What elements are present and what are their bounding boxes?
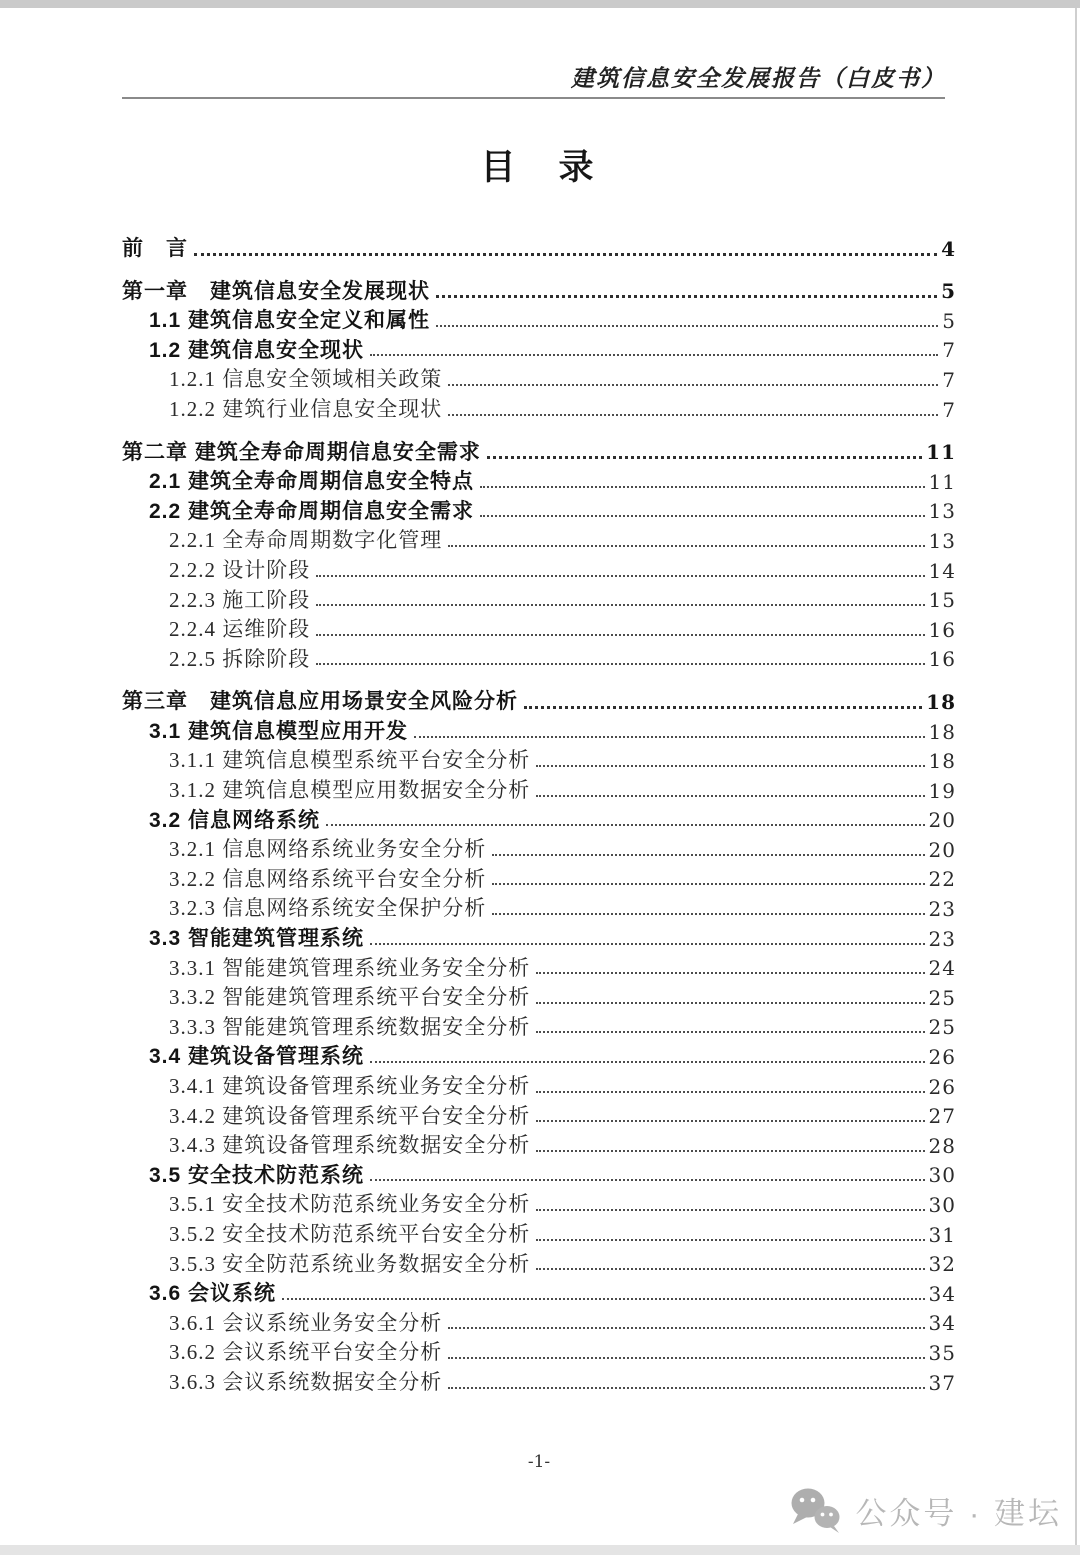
toc-entry xyxy=(122,774,956,804)
toc-entry xyxy=(122,922,956,952)
toc-entry-label: 3.2.2 信息网络系统平台安全分析 xyxy=(169,866,487,891)
toc-entry-page: 26 xyxy=(928,1045,956,1070)
toc-entry-label: 3.3.2 智能建筑管理系统平台安全分析 xyxy=(169,985,531,1010)
toc-entry-label: 2.2.5 拆除阶段 xyxy=(169,646,311,671)
toc-entry-page: 18 xyxy=(928,749,956,774)
dot-leader xyxy=(492,854,924,856)
toc-entry-label: 3.5.3 安全防范系统业务数据安全分析 xyxy=(169,1251,531,1276)
dot-leader xyxy=(536,1239,924,1241)
toc-entry-page: 11 xyxy=(928,469,956,494)
toc-entry-page: 23 xyxy=(928,926,956,951)
dot-leader xyxy=(282,1298,925,1300)
toc-entry-label: 第一章 建筑信息安全发展现状 xyxy=(122,279,430,303)
dot-leader xyxy=(370,1179,925,1181)
toc-entry-page: 28 xyxy=(928,1133,956,1158)
dot-leader xyxy=(536,1120,924,1122)
toc-entry-label: 3.1 建筑信息模型应用开发 xyxy=(149,719,409,743)
toc-entry-label: 3.1.2 建筑信息模型应用数据安全分析 xyxy=(169,778,531,803)
toc-entry xyxy=(122,1307,956,1337)
toc-entry xyxy=(122,1218,956,1248)
dot-leader xyxy=(194,253,937,256)
toc-entry-label: 前 言 xyxy=(122,236,188,260)
dot-leader xyxy=(536,795,924,797)
toc-entry-page: 11 xyxy=(926,440,956,465)
toc-entry-label: 2.2 建筑全寿命周期信息安全需求 xyxy=(149,499,475,523)
toc-entry-page: 13 xyxy=(928,528,956,553)
toc-entry xyxy=(122,1188,956,1218)
toc-entry-label: 3.2 信息网络系统 xyxy=(149,808,321,832)
toc-entry-page: 5 xyxy=(941,279,956,304)
dot-leader xyxy=(480,515,925,517)
toc-entry-label: 2.1 建筑全寿命周期信息安全特点 xyxy=(149,470,475,494)
toc-entry-page: 7 xyxy=(942,397,956,422)
toc-entry-page: 7 xyxy=(942,367,956,392)
toc-entry-page: 20 xyxy=(928,808,956,833)
toc-entry-label: 3.4.2 建筑设备管理系统平台安全分析 xyxy=(169,1103,531,1128)
toc-entry-label: 3.4 建筑设备管理系统 xyxy=(149,1045,365,1069)
dot-leader xyxy=(326,824,925,826)
toc-entry-page: 37 xyxy=(928,1370,956,1395)
toc-entry-label: 3.1.1 建筑信息模型系统平台安全分析 xyxy=(169,748,531,773)
toc-entry xyxy=(122,1336,956,1366)
toc-entry-page: 4 xyxy=(941,236,956,261)
toc-entry xyxy=(122,363,956,393)
toc-entry-page: 14 xyxy=(928,558,956,583)
toc-entry-label: 1.2 建筑信息安全现状 xyxy=(149,338,365,362)
toc-entry xyxy=(122,1277,956,1307)
toc-entry xyxy=(122,554,956,584)
dot-leader xyxy=(536,1002,924,1004)
dot-leader xyxy=(448,384,938,386)
toc-entry-page: 27 xyxy=(928,1104,956,1129)
toc-entry-page: 19 xyxy=(928,778,956,803)
toc-entry-page: 20 xyxy=(928,837,956,862)
toc-entry xyxy=(122,981,956,1011)
dot-leader xyxy=(536,1091,924,1093)
dot-leader xyxy=(524,706,922,709)
toc-entry-label: 1.2.1 信息安全领域相关政策 xyxy=(169,367,443,392)
toc-entry-label: 3.6.3 会议系统数据安全分析 xyxy=(169,1369,443,1394)
dot-leader xyxy=(536,1209,924,1211)
watermark-label: 公众号 · 建坛 xyxy=(855,1495,1062,1531)
document-title: 建筑信息安全发展报告（白皮书） xyxy=(571,66,946,91)
scan-right-edge xyxy=(1075,8,1077,1545)
dot-leader xyxy=(480,486,925,488)
toc-entry xyxy=(122,1366,956,1396)
toc-entry-label: 3.3.1 智能建筑管理系统业务安全分析 xyxy=(169,955,531,980)
toc-list xyxy=(122,232,956,1396)
toc-entry xyxy=(122,1011,956,1041)
toc-entry xyxy=(122,892,956,922)
toc-entry-page: 7 xyxy=(942,338,956,363)
toc-entry xyxy=(122,334,956,364)
toc-entry-label: 3.3 智能建筑管理系统 xyxy=(149,927,365,951)
dot-leader xyxy=(316,575,924,577)
page-number: -1- xyxy=(527,1452,551,1472)
toc-entry xyxy=(122,745,956,775)
toc-entry xyxy=(122,465,956,495)
toc-entry-label: 3.2.1 信息网络系统业务安全分析 xyxy=(169,837,487,862)
toc-entry xyxy=(122,952,956,982)
toc-entry-page: 15 xyxy=(928,588,956,613)
toc-entry xyxy=(122,863,956,893)
toc-entry-page: 34 xyxy=(928,1311,956,1336)
toc-entry xyxy=(122,715,956,745)
toc-entry xyxy=(122,584,956,614)
toc-entry xyxy=(122,613,956,643)
dot-leader xyxy=(448,545,924,547)
dot-leader xyxy=(414,736,925,738)
toc-entry xyxy=(122,1070,956,1100)
dot-leader xyxy=(492,913,924,915)
dot-leader xyxy=(448,414,938,416)
toc-entry-page: 5 xyxy=(942,308,956,333)
dot-leader xyxy=(370,354,938,356)
toc-entry xyxy=(122,833,956,863)
toc-entry xyxy=(122,304,956,334)
toc-entry-page: 24 xyxy=(928,956,956,981)
toc-entry-page: 35 xyxy=(928,1340,956,1365)
toc-entry xyxy=(122,524,956,554)
toc-entry-page: 30 xyxy=(928,1193,956,1217)
toc-entry-page: 16 xyxy=(928,647,956,672)
toc-entry-page: 31 xyxy=(928,1222,956,1247)
toc-entry-label: 3.5.1 安全技术防范系统业务安全分析 xyxy=(169,1192,531,1217)
wechat-icon xyxy=(789,1487,843,1533)
toc-entry-label: 3.5.2 安全技术防范系统平台安全分析 xyxy=(169,1221,531,1246)
toc-entry xyxy=(122,685,956,715)
toc-entry xyxy=(122,804,956,834)
toc-entry-label: 3.6.1 会议系统业务安全分析 xyxy=(169,1310,443,1335)
dot-leader xyxy=(370,943,925,945)
document-page xyxy=(122,0,956,1555)
dot-leader xyxy=(492,883,924,885)
dot-leader xyxy=(536,1031,924,1033)
toc-entry-label: 3.4.3 建筑设备管理系统数据安全分析 xyxy=(169,1133,531,1158)
watermark xyxy=(789,1487,1062,1533)
toc-entry-page: 22 xyxy=(928,867,956,892)
toc-entry-page: 13 xyxy=(928,499,956,524)
toc-entry-page: 25 xyxy=(928,985,956,1010)
toc-entry xyxy=(122,436,956,466)
toc-entry-label: 3.3.3 智能建筑管理系统数据安全分析 xyxy=(169,1014,531,1039)
dot-leader xyxy=(487,456,922,459)
toc-entry xyxy=(122,1040,956,1070)
toc-entry-page: 34 xyxy=(928,1281,956,1306)
toc-entry xyxy=(122,1100,956,1130)
toc-entry-label: 第二章 建筑全寿命周期信息安全需求 xyxy=(122,440,481,464)
header-rule xyxy=(122,97,945,99)
toc-entry xyxy=(122,393,956,423)
page-footer xyxy=(122,1452,956,1472)
dot-leader xyxy=(370,1061,925,1063)
dot-leader xyxy=(536,765,924,767)
toc-entry-page: 18 xyxy=(926,689,956,714)
toc-entry-label: 2.2.3 施工阶段 xyxy=(169,587,311,612)
toc-entry xyxy=(122,232,956,262)
toc-entry-label: 2.2.1 全寿命周期数字化管理 xyxy=(169,528,443,553)
toc-entry xyxy=(122,1129,956,1159)
dot-leader xyxy=(536,1268,924,1270)
toc-entry-label: 3.2.3 信息网络系统安全保护分析 xyxy=(169,896,487,921)
dot-leader xyxy=(536,972,924,974)
toc-entry-page: 26 xyxy=(928,1074,956,1099)
toc-entry-label: 3.6 会议系统 xyxy=(149,1282,277,1306)
dot-leader xyxy=(316,663,924,665)
dot-leader xyxy=(316,604,924,606)
toc-entry-page: 23 xyxy=(928,897,956,922)
dot-leader xyxy=(436,325,938,327)
toc-entry xyxy=(122,495,956,525)
toc-entry xyxy=(122,643,956,673)
toc-entry-label: 1.2.2 建筑行业信息安全现状 xyxy=(169,396,443,421)
toc-entry xyxy=(122,1159,956,1189)
toc-entry-page: 16 xyxy=(928,617,956,642)
toc-entry xyxy=(122,275,956,305)
toc-entry-page: 18 xyxy=(928,719,956,744)
dot-leader xyxy=(448,1327,924,1329)
toc-entry-label: 第三章 建筑信息应用场景安全风险分析 xyxy=(122,690,518,714)
toc-entry-page: 32 xyxy=(928,1252,956,1277)
toc-entry-page: 25 xyxy=(928,1015,956,1040)
toc-entry-label: 3.4.1 建筑设备管理系统业务安全分析 xyxy=(169,1074,531,1099)
toc-entry-label: 3.5 安全技术防范系统 xyxy=(149,1163,365,1187)
dot-leader xyxy=(448,1357,924,1359)
dot-leader xyxy=(536,1150,924,1152)
dot-leader xyxy=(316,634,924,636)
dot-leader xyxy=(448,1387,924,1389)
toc-entry-label: 3.6.2 会议系统平台安全分析 xyxy=(169,1340,443,1365)
toc-entry xyxy=(122,1248,956,1278)
toc-entry-label: 2.2.2 设计阶段 xyxy=(169,557,311,582)
toc-title: 目 录 xyxy=(480,148,598,187)
toc-entry-label: 1.1 建筑信息安全定义和属性 xyxy=(149,309,431,333)
toc-entry-page: 30 xyxy=(928,1163,956,1188)
dot-leader xyxy=(436,295,937,298)
toc-entry-label: 2.2.4 运维阶段 xyxy=(169,617,311,642)
